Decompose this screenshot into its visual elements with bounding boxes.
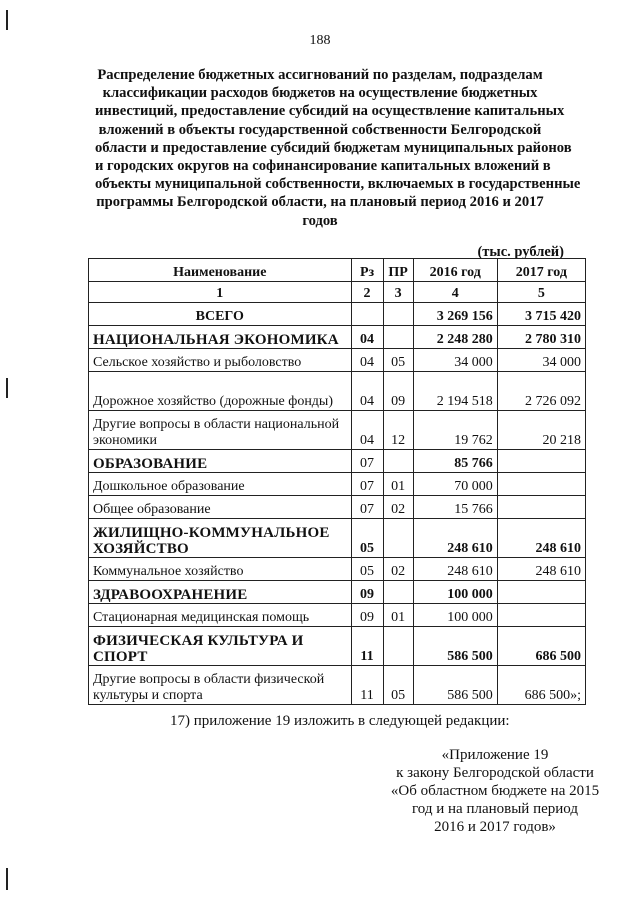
column-number: 4 <box>413 282 497 303</box>
row-2016: 34 000 <box>413 349 497 372</box>
row-rz: 11 <box>351 627 383 666</box>
row-2016: 3 269 156 <box>413 303 497 326</box>
row-name: ЗДРАВООХРАНЕНИЕ <box>89 581 352 604</box>
row-name: Дорожное хозяйство (дорожные фонды) <box>89 372 352 411</box>
row-name: Сельское хозяйство и рыболовство <box>89 349 352 372</box>
title-line: области и предоставление субсидий бюджетам муниципальных районов <box>95 139 572 156</box>
row-rz: 05 <box>351 558 383 581</box>
row-rz <box>351 303 383 326</box>
column-number-row <box>89 282 586 303</box>
row-pr <box>383 450 413 473</box>
row-2016: 586 500 <box>413 666 497 705</box>
appendix-line: «Об областном бюджете на 2015 <box>390 783 600 799</box>
row-2016: 2 248 280 <box>413 326 497 349</box>
column-number: 3 <box>383 282 413 303</box>
row-name: Общее образование <box>89 496 352 519</box>
row-pr <box>383 303 413 326</box>
table-row-section <box>89 326 586 349</box>
row-2016: 100 000 <box>413 581 497 604</box>
table-row-section <box>89 581 586 604</box>
row-pr: 02 <box>383 558 413 581</box>
row-2017: 2 726 092 <box>497 372 585 411</box>
row-pr: 02 <box>383 496 413 519</box>
row-2017 <box>497 473 585 496</box>
table-row <box>89 496 586 519</box>
title-line: и городских округов на софинансирование капитальных вложений в <box>95 158 551 175</box>
row-pr: 01 <box>383 473 413 496</box>
row-name: ОБРАЗОВАНИЕ <box>89 450 352 473</box>
row-rz: 07 <box>351 496 383 519</box>
row-2016: 2 194 518 <box>413 372 497 411</box>
table-row <box>89 411 586 450</box>
row-2017 <box>497 496 585 519</box>
row-pr: 12 <box>383 411 413 450</box>
appendix-line: год и на плановый период <box>412 801 578 817</box>
row-2016: 100 000 <box>413 604 497 627</box>
row-name: Другие вопросы в области физической культуры и спорта <box>89 666 352 705</box>
title-line: объекты муниципальной собственности, включаемых в государственные <box>95 176 581 193</box>
row-name: ВСЕГО <box>89 303 352 326</box>
table-row-section <box>89 519 586 558</box>
table-row <box>89 666 586 705</box>
header-2016: 2016 год <box>413 259 497 282</box>
row-2016: 19 762 <box>413 411 497 450</box>
row-rz: 11 <box>351 666 383 705</box>
table-row <box>89 349 586 372</box>
column-number: 2 <box>351 282 383 303</box>
row-name: ФИЗИЧЕСКАЯ КУЛЬТУРА И СПОРТ <box>89 627 352 666</box>
row-2017: 686 500 <box>497 627 585 666</box>
row-2017 <box>497 581 585 604</box>
row-rz: 05 <box>351 519 383 558</box>
row-pr: 05 <box>383 349 413 372</box>
table-row <box>89 372 586 411</box>
row-pr <box>383 627 413 666</box>
title-line: годов <box>302 212 338 229</box>
row-name: Стационарная медицинская помощь <box>89 604 352 627</box>
row-pr <box>383 581 413 604</box>
row-pr <box>383 326 413 349</box>
header-rz: Рз <box>351 259 383 282</box>
row-rz: 09 <box>351 604 383 627</box>
row-2016: 248 610 <box>413 519 497 558</box>
title-line: программы Белгородской области, на плановый период 2016 и 2017 <box>96 194 544 211</box>
table-row-section <box>89 450 586 473</box>
page-number: 188 <box>309 33 331 48</box>
row-rz: 04 <box>351 326 383 349</box>
row-rz: 07 <box>351 473 383 496</box>
row-name: Коммунальное хозяйство <box>89 558 352 581</box>
table-row-total <box>89 303 586 326</box>
row-pr: 01 <box>383 604 413 627</box>
margin-mark-middle <box>6 378 8 398</box>
row-2017: 248 610 <box>497 519 585 558</box>
column-number: 1 <box>89 282 352 303</box>
row-2016: 248 610 <box>413 558 497 581</box>
table-row <box>89 473 586 496</box>
appendix-line: к закону Белгородской области <box>396 765 594 781</box>
row-2017: 2 780 310 <box>497 326 585 349</box>
row-2017 <box>497 450 585 473</box>
row-name: Другие вопросы в области национальной экономики <box>89 411 352 450</box>
row-pr: 05 <box>383 666 413 705</box>
row-pr: 09 <box>383 372 413 411</box>
row-2017: 3 715 420 <box>497 303 585 326</box>
units-label: (тыс. рублей) <box>477 244 564 260</box>
appendix-line: «Приложение 19 <box>441 747 549 763</box>
header-pr: ПР <box>383 259 413 282</box>
table-row <box>89 604 586 627</box>
table-header-row <box>89 259 586 282</box>
title-line: вложений в объекты государственной собственности Белгородской <box>98 121 542 138</box>
column-number: 5 <box>497 282 585 303</box>
margin-mark-top <box>6 10 8 30</box>
document-title <box>95 66 581 230</box>
row-2016: 85 766 <box>413 450 497 473</box>
title-line: классификации расходов бюджетов на осуществление бюджетных <box>102 85 538 102</box>
row-2017: 248 610 <box>497 558 585 581</box>
budget-table <box>88 258 586 705</box>
table-row-section <box>89 627 586 666</box>
row-name: Дошкольное образование <box>89 473 352 496</box>
row-name: НАЦИОНАЛЬНАЯ ЭКОНОМИКА <box>89 326 352 349</box>
row-rz: 04 <box>351 411 383 450</box>
title-line: Распределение бюджетных ассигнований по разделам, подразделам <box>97 67 543 83</box>
row-2016: 586 500 <box>413 627 497 666</box>
row-rz: 07 <box>351 450 383 473</box>
instruction-text: 17) приложение 19 изложить в следующей редакции: <box>170 713 510 729</box>
row-rz: 04 <box>351 372 383 411</box>
margin-mark-bottom <box>6 868 8 890</box>
appendix-heading <box>370 746 620 836</box>
row-pr <box>383 519 413 558</box>
table-row <box>89 558 586 581</box>
row-rz: 04 <box>351 349 383 372</box>
row-2017: 20 218 <box>497 411 585 450</box>
row-2016: 70 000 <box>413 473 497 496</box>
row-name: ЖИЛИЩНО-КОММУНАЛЬНОЕ ХОЗЯЙСТВО <box>89 519 352 558</box>
row-2017: 686 500»; <box>497 666 585 705</box>
header-name: Наименование <box>89 259 352 282</box>
appendix-line: 2016 и 2017 годов» <box>434 819 556 835</box>
row-2017: 34 000 <box>497 349 585 372</box>
header-2017: 2017 год <box>497 259 585 282</box>
row-rz: 09 <box>351 581 383 604</box>
row-2017 <box>497 604 585 627</box>
title-line: инвестиций, предоставление субсидий на осуществление капитальных <box>95 103 565 120</box>
row-2016: 15 766 <box>413 496 497 519</box>
